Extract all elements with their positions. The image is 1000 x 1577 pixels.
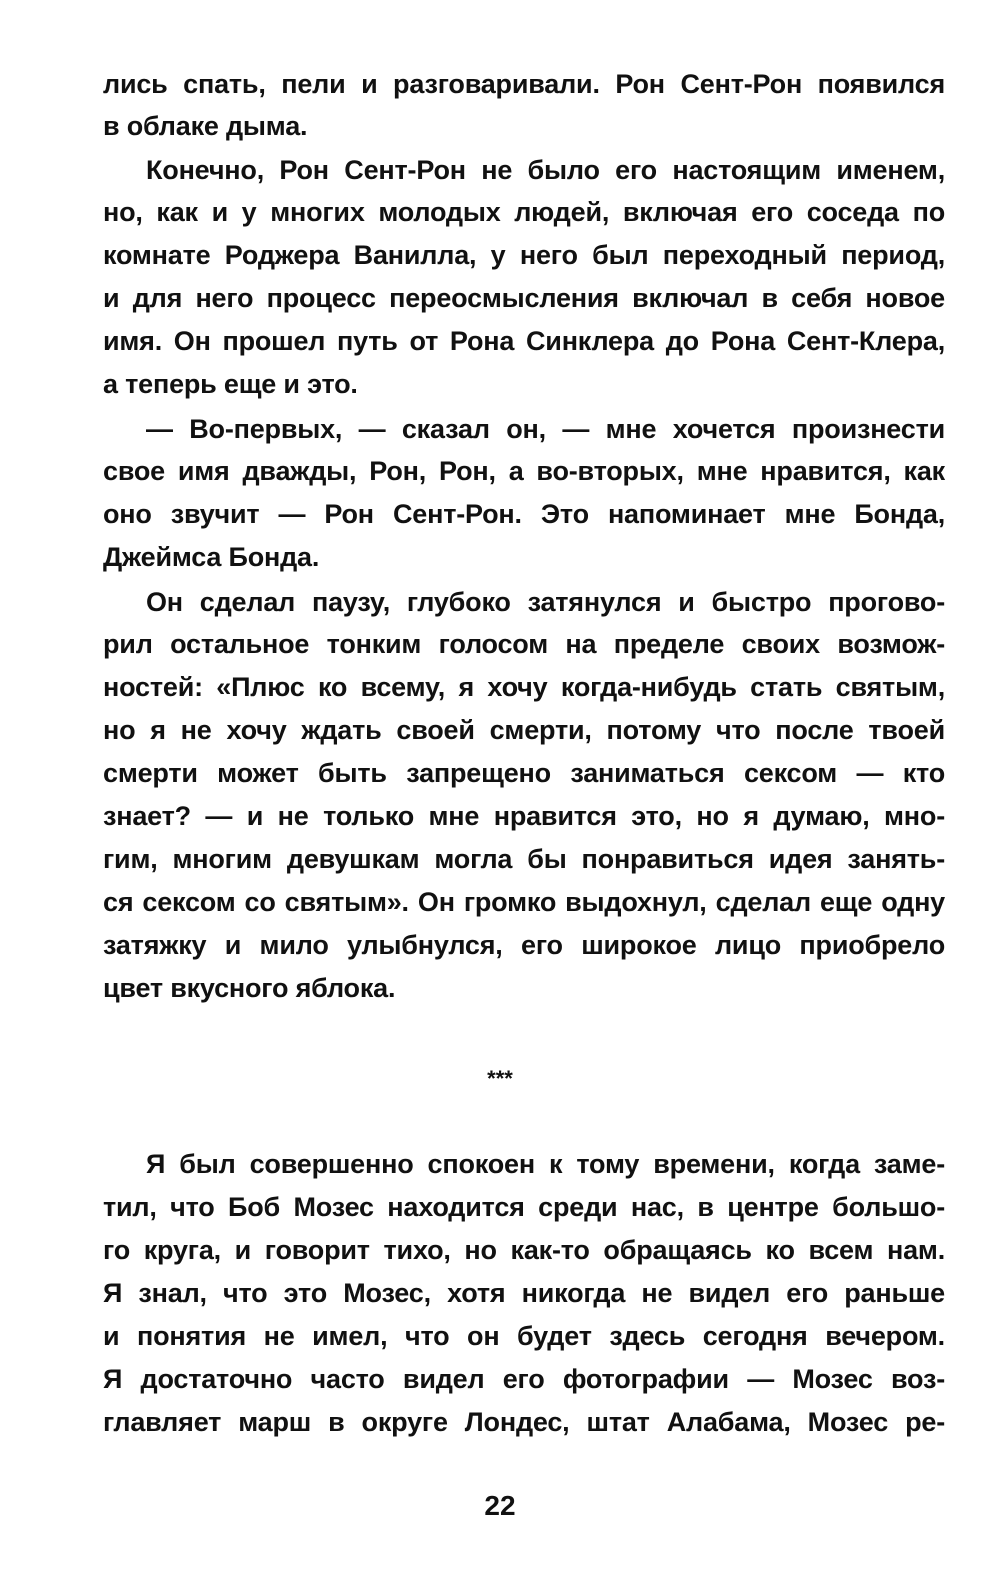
text-line: в облаке дыма. [103,111,308,141]
text-line: свое имя дважды, Рон, Рон, а во-вторых, мне нравится, как [103,456,945,486]
text-line: комнате Роджера Ванилла, у него был переходный период, [103,240,945,270]
text-line: го круга, и говорит тихо, но как-то обращаясь ко всем нам. [103,1235,945,1265]
text-line: и понятия не имел, что он будет здесь сегодня вечером. [103,1321,945,1351]
text-line: смерти может быть запрещено заниматься сексом — кто [103,758,945,788]
text-line: Я знал, что это Мозес, хотя никогда не видел его раньше [103,1278,945,1308]
text-line: затяжку и мило улыбнулся, его широкое лицо приобрело [103,930,945,960]
text-line: а теперь еще и это. [103,369,358,399]
section-separator: *** [487,1066,513,1091]
text-line: Он сделал паузу, глубоко затянулся и быстро прогово- [146,587,945,617]
text-line: имя. Он прошел путь от Рона Синклера до Рона Сент-Клера, [103,326,945,356]
text-line: главляет марш в округе Лондес, штат Алабама, Мозес ре- [103,1407,945,1437]
text-line: ностей: «Плюс ко всему, я хочу когда-нибудь стать святым, [103,672,945,702]
text-line: лись спать, пели и разговаривали. Рон Сент-Рон появился [103,69,945,99]
text-line: Я был совершенно спокоен к тому времени, когда заме- [146,1149,945,1179]
text-line: но, как и у многих молодых людей, включая его соседа по [103,197,945,227]
text-line: рил остальное тонким голосом на пределе своих возмож- [103,629,945,659]
text-line: Конечно, Рон Сент-Рон не было его настоящим именем, [146,155,945,185]
text-line: и для него процесс переосмысления включал в себя новое [103,283,945,313]
text-line: знает? — и не только мне нравится это, но я думаю, мно- [103,801,945,831]
text-line: гим, многим девушкам могла бы понравиться идея занять- [103,844,945,874]
text-line: тил, что Боб Мозес находится среди нас, в центре большо- [103,1192,945,1222]
page-number: 22 [484,1490,516,1521]
text-line: Я достаточно часто видел его фотографии — Мозес воз- [103,1364,945,1394]
text-line: — Во-первых, — сказал он, — мне хочется произнести [146,414,945,444]
text-line: оно звучит — Рон Сент-Рон. Это напоминает мне Бонда, [103,499,945,529]
text-line: Джеймса Бонда. [103,542,320,572]
text-line: но я не хочу ждать своей смерти, потому что после твоей [103,715,945,745]
text-line: цвет вкусного яблока. [103,973,396,1003]
text-line: ся сексом со святым». Он громко выдохнул, сделал еще одну [103,887,945,917]
